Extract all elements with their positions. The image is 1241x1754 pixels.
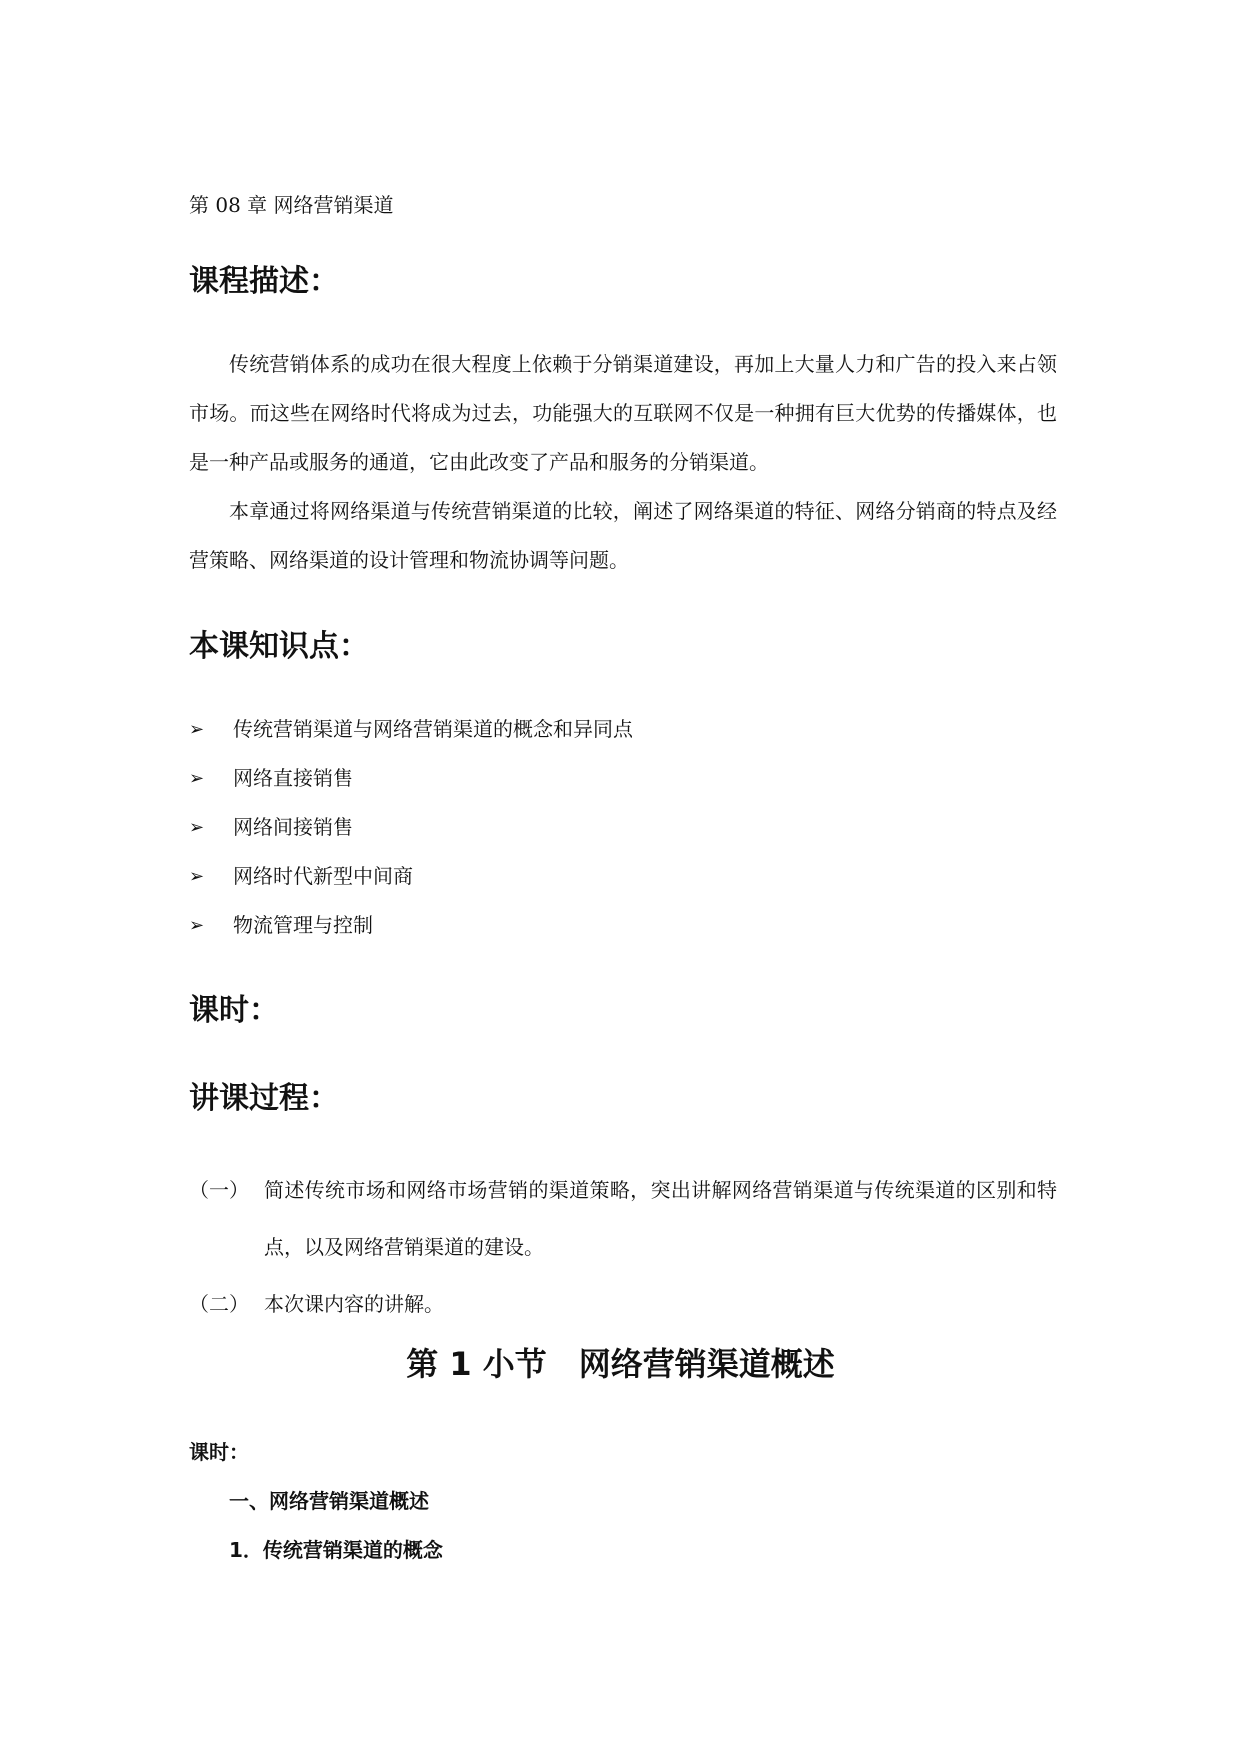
list-item [189,901,633,950]
arrowhead-bullet-icon: ➢ [189,915,205,936]
list-item-text: 网络时代新型中间商 [233,864,413,888]
step-number: （一） [189,1178,249,1202]
list-item [189,803,633,852]
course-description-paragraph-2: 本章通过将网络渠道与传统营销渠道的比较，阐述了网络渠道的特征、网络分销商的特点及经营策略、网络渠道的设计管理和物流协调等问题。 [189,499,1057,572]
list-item-text: 传统营销渠道与网络营销渠道的概念和异同点 [233,717,633,741]
step-text: 本次课内容的讲解。 [264,1292,444,1316]
teaching-process-heading: 讲课过程： [189,1081,339,1116]
subheading-traditional-channel-concept: 1．传统营销渠道的概念 [229,1538,443,1562]
arrowhead-bullet-icon: ➢ [189,866,205,887]
list-item-text: 网络直接销售 [233,766,353,790]
list-item-text: 物流管理与控制 [233,913,373,937]
subheading-overview: 一、网络营销渠道概述 [229,1489,429,1513]
list-item [189,754,633,803]
process-step [189,1162,1057,1276]
arrowhead-bullet-icon: ➢ [189,817,205,838]
arrowhead-bullet-icon: ➢ [189,768,205,789]
list-item [189,852,633,901]
class-hours-heading: 课时： [189,993,279,1028]
step-number: （二） [189,1292,249,1316]
arrowhead-bullet-icon: ➢ [189,719,205,740]
knowledge-points-list [189,705,633,950]
list-item [189,705,633,754]
course-description-heading: 课程描述： [189,264,339,299]
course-description-paragraph-1: 传统营销体系的成功在很大程度上依赖于分销渠道建设，再加上大量人力和广告的投入来占领市场。而这些在网络时代将成为过去，功能强大的互联网不仅是一种拥有巨大优势的传播媒体，也是一种产品或服务的通道，它由此改变了产品和服务的分销渠道。 [189,352,1057,474]
chapter-line: 第 08 章 网络营销渠道 [189,193,394,217]
step-text: 简述传统市场和网络市场营销的渠道策略，突出讲解网络营销渠道与传统渠道的区别和特点，以及网络营销渠道的建设。 [264,1178,1057,1259]
section-class-hours-label: 课时： [189,1440,249,1464]
process-step [189,1276,1057,1333]
section-title: 第 1 小节 网络营销渠道概述 [406,1345,835,1383]
knowledge-points-heading: 本课知识点： [189,629,369,664]
teaching-process-steps [189,1162,1057,1333]
list-item-text: 网络间接销售 [233,815,353,839]
